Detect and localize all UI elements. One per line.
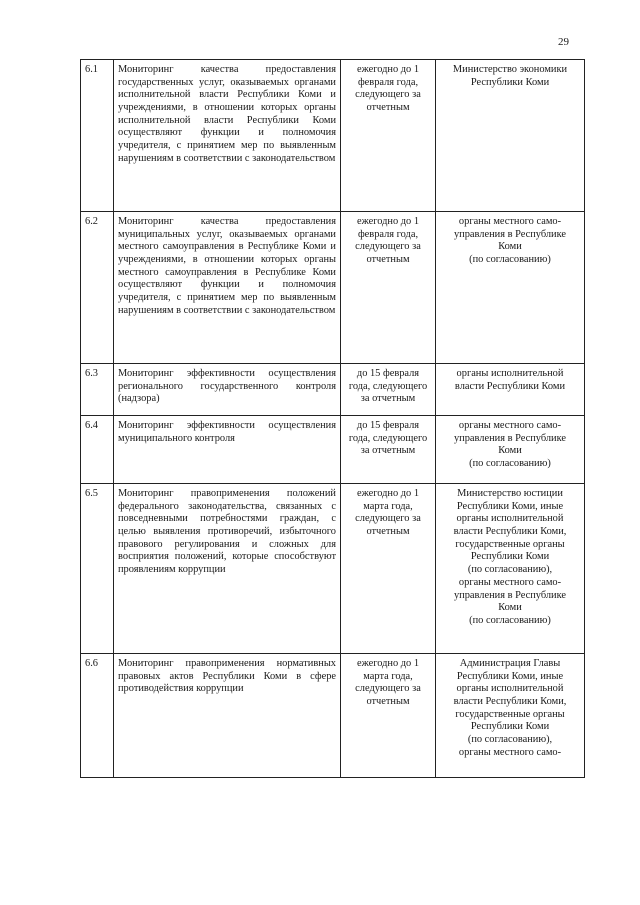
table-row — [81, 364, 585, 416]
executor-line: власти Республики Коми, — [453, 526, 567, 538]
executor-line: власти Республики Коми, — [453, 696, 567, 708]
executor-line: Министерство юстиции — [457, 488, 563, 499]
executor-line: управления в Республике — [453, 228, 567, 240]
executor-line: органы исполнительной — [456, 368, 564, 379]
deadline: ежегодно до 1 марта года, следующего за отчетным — [341, 484, 436, 654]
executor-line: государственные органы — [455, 708, 565, 720]
deadline: ежегодно до 1 марта года, следующего за отчетным — [341, 654, 436, 778]
executor-line: (по согласованию) — [469, 254, 551, 266]
executor-line: управления в Республике — [453, 589, 567, 601]
table-row — [81, 60, 585, 212]
executor-line: органы местного само- — [458, 420, 562, 431]
executor-line: (по согласованию) — [469, 614, 551, 626]
executor-line: Коми — [498, 445, 522, 457]
measure-description: Мониторинг эффективности осуществления регионального государственного контроля (надзора) — [114, 364, 341, 416]
row-number: 6.6 — [81, 654, 114, 778]
table-row — [81, 484, 585, 654]
row-number: 6.5 — [81, 484, 114, 654]
measure-description: Мониторинг эффективности осуществления муниципального контроля — [114, 416, 341, 484]
deadline: ежегодно до 1 февраля года, следующего за отчетным — [341, 60, 436, 212]
responsible-executors — [436, 364, 585, 416]
executor-line: органы исполнительной — [456, 513, 564, 525]
executor-line: органы местного само- — [458, 216, 562, 227]
executor-line: Республики Коми — [470, 551, 550, 563]
responsible-executors — [436, 654, 585, 778]
deadline: до 15 февраля года, следующего за отчетным — [341, 416, 436, 484]
deadline: до 15 февраля года, следующего за отчетным — [341, 364, 436, 416]
executor-line: (по согласованию) — [469, 458, 551, 470]
executor-line: органы местного само- — [458, 746, 562, 758]
executor-line: Республики Коми, иные — [456, 500, 564, 512]
deadline: ежегодно до 1 февраля года, следующего за отчетным — [341, 212, 436, 364]
executor-line: Коми — [498, 241, 522, 253]
measures-table — [80, 59, 585, 778]
row-number: 6.3 — [81, 364, 114, 416]
responsible-executors — [436, 484, 585, 654]
responsible-executors — [436, 60, 585, 212]
table-row — [81, 654, 585, 778]
executor-line: Администрация Главы — [459, 658, 561, 669]
executor-line: (по согласованию), — [467, 734, 553, 746]
table-row — [81, 212, 585, 364]
table-row — [81, 416, 585, 484]
row-number: 6.2 — [81, 212, 114, 364]
executor-line: Министерство экономики — [452, 64, 568, 75]
executor-line: управления в Республике — [453, 432, 567, 444]
measure-description: Мониторинг правоприменения положений федерального законодательства, связанных с повседневными потребностями граждан, с целью выявления противоречий, избыточного правового регулирования и сложных для восприятия положений, которые способствуют проявлениям коррупции — [114, 484, 341, 654]
row-number: 6.4 — [81, 416, 114, 484]
executor-line: (по согласованию), — [467, 564, 553, 576]
measure-description: Мониторинг качества предоставления муниципальных услуг, оказываемых органами местного самоуправления в Республике Коми и учреждениями, в отношении которых органы местного самоуправления в Республике Коми осуществляют функции и полномочия учредителя, с принятием мер по выявленным нарушениям в соответствии с законодательством — [114, 212, 341, 364]
responsible-executors — [436, 212, 585, 364]
executor-line: органы местного само- — [458, 576, 562, 588]
executor-line: власти Республики Коми — [454, 380, 566, 392]
row-number: 6.1 — [81, 60, 114, 212]
page-number: 29 — [558, 36, 569, 48]
executor-line: Республики Коми — [470, 76, 550, 88]
measure-description: Мониторинг качества предоставления государственных услуг, оказываемых органами исполнительной власти Республики Коми и учреждениями, в отношении которых органы исполнительной власти Республики Коми осуществляют функции и полномочия учредителя, с принятием мер по выявленным нарушениям в соответствии с законодательством — [114, 60, 341, 212]
executor-line: государственные органы — [455, 538, 565, 550]
executor-line: Коми — [498, 602, 522, 614]
measure-description: Мониторинг правоприменения нормативных правовых актов Республики Коми в сфере противодействия коррупции — [114, 654, 341, 778]
responsible-executors — [436, 416, 585, 484]
executor-line: органы исполнительной — [456, 683, 564, 695]
executor-line: Республики Коми — [470, 721, 550, 733]
executor-line: Республики Коми, иные — [456, 670, 564, 682]
